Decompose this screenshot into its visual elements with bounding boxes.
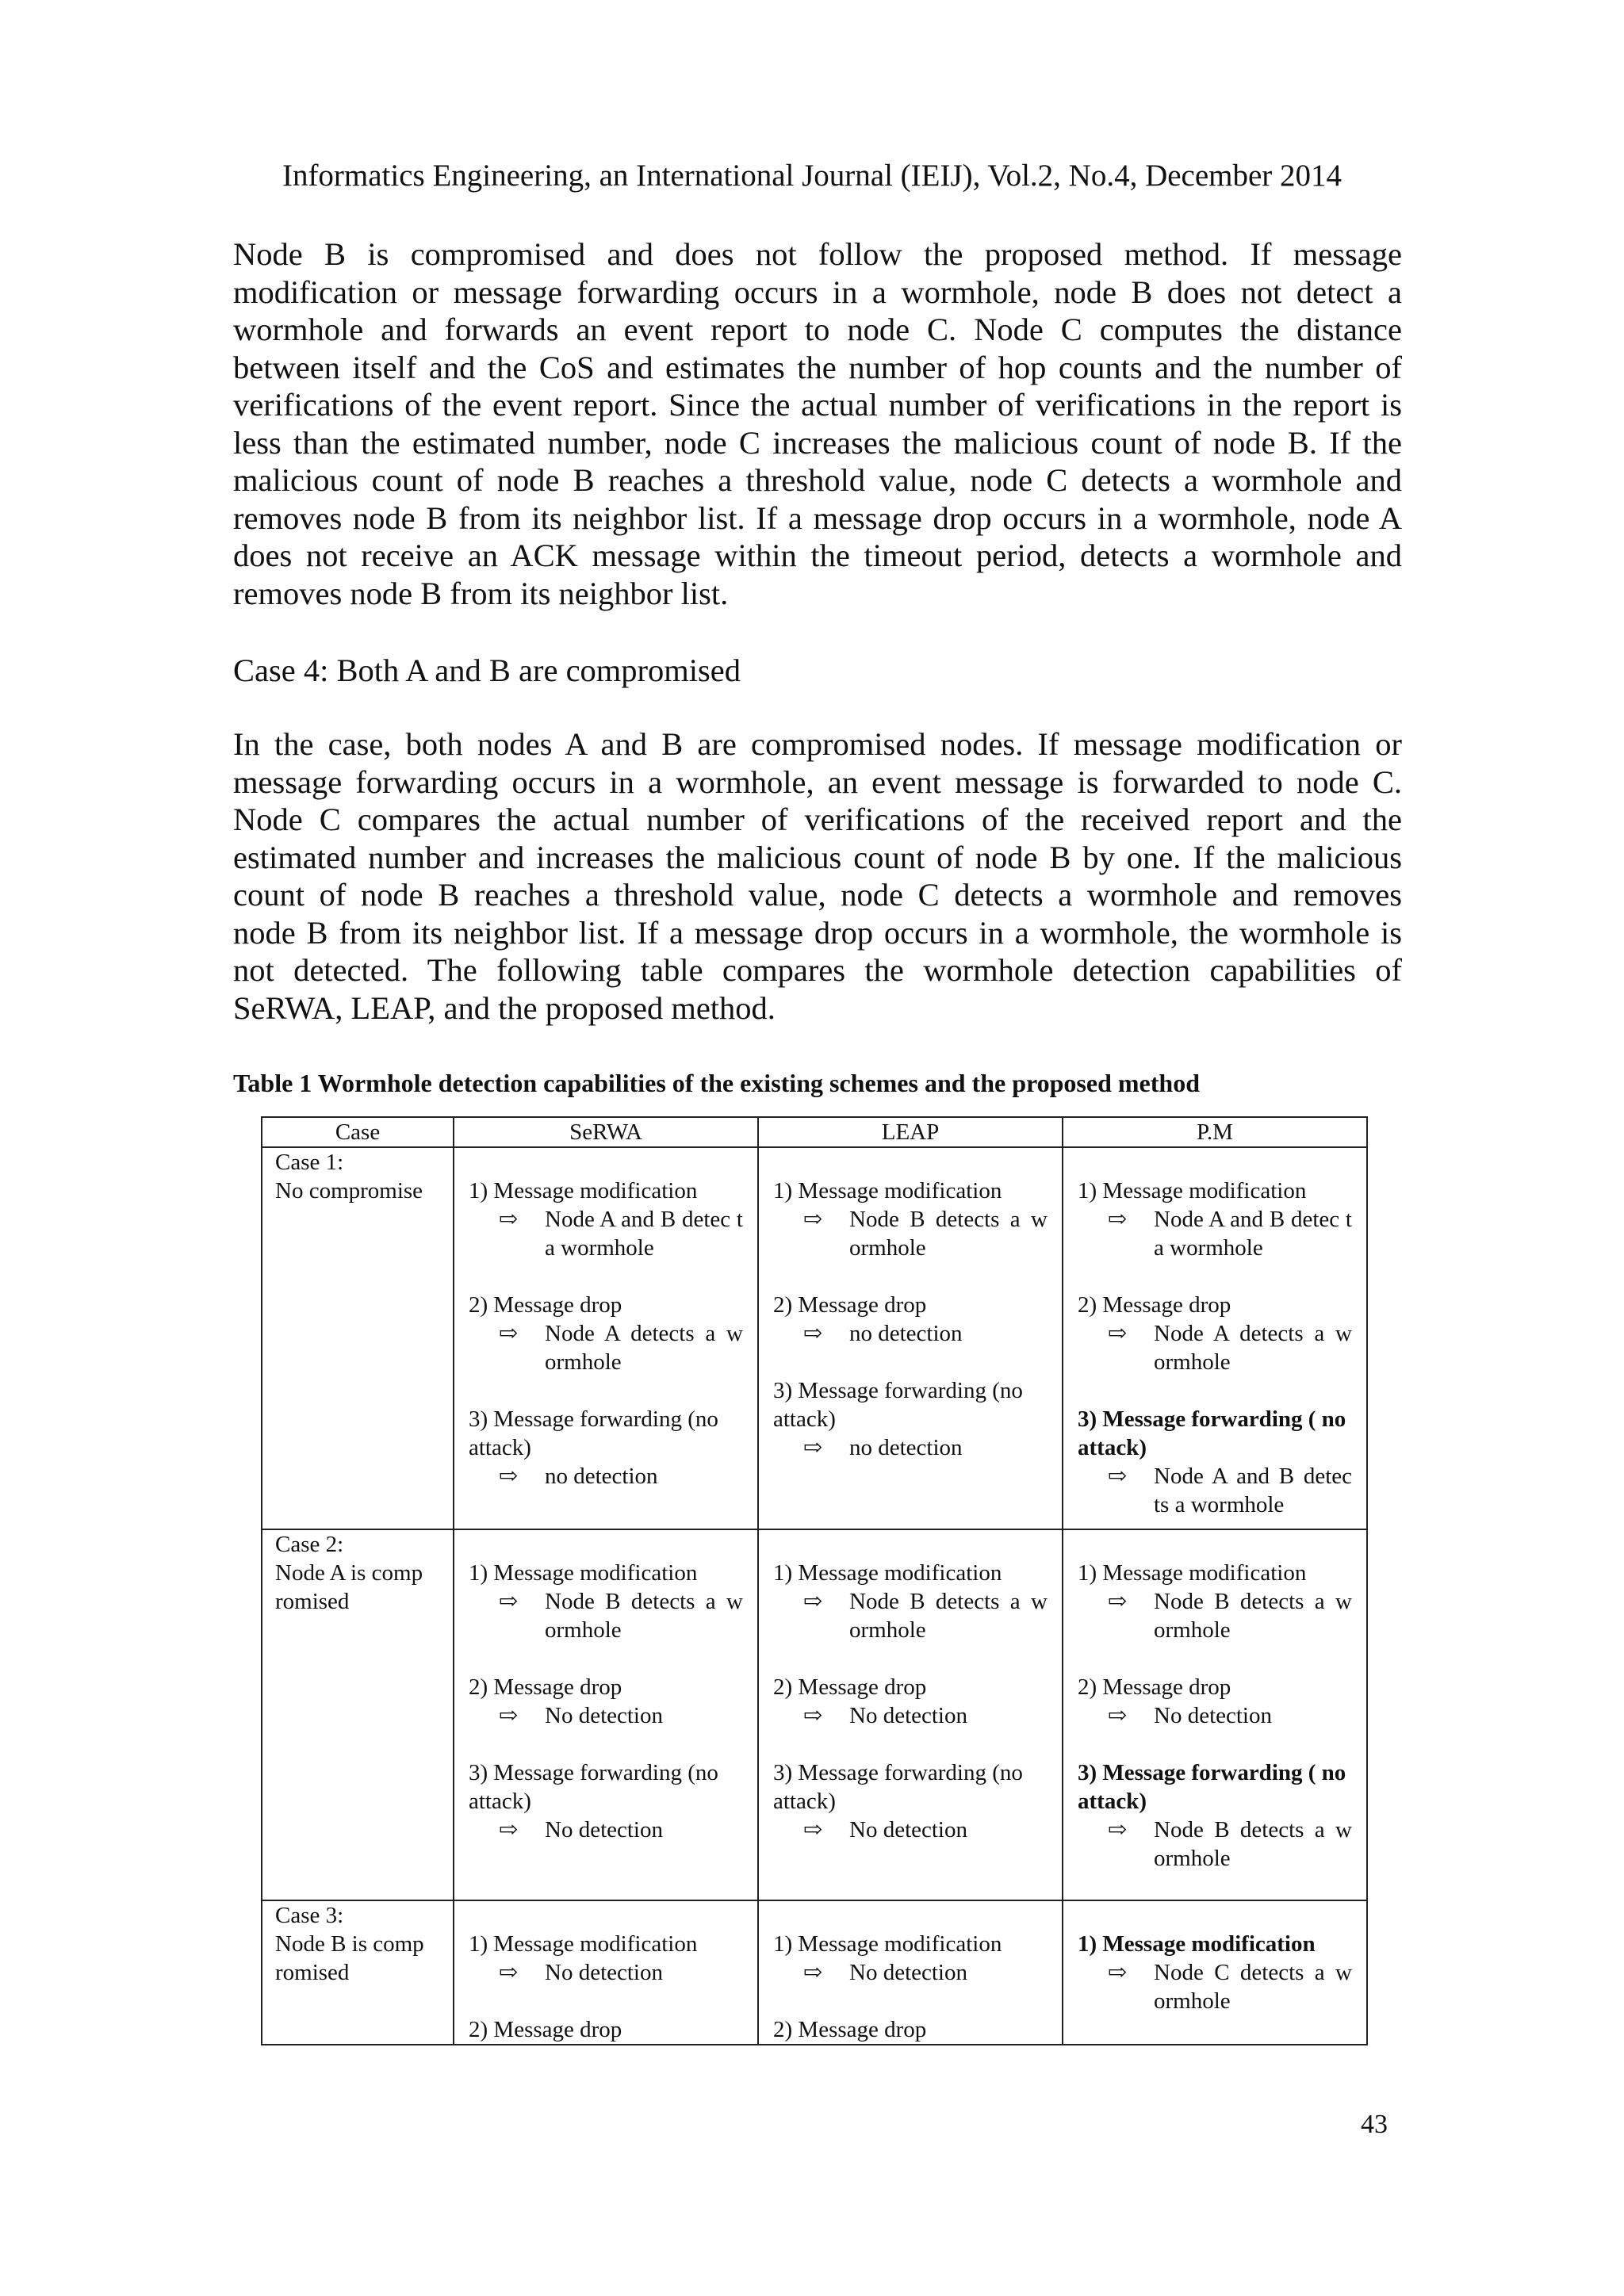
- item-result: No detection: [545, 1817, 663, 1843]
- result-item: [1078, 1673, 1352, 1730]
- pm-cell: [1063, 1147, 1367, 1529]
- text-line: message forwarding occurs in a wormhole, an event message is forwarded to node C.: [233, 763, 1402, 800]
- text-line: SeRWA, LEAP, and the proposed method.: [233, 989, 776, 1026]
- case4-heading: Case 4: Both A and B are compromised: [233, 652, 741, 688]
- item-result: Node A and B detec t a wormhole: [545, 1207, 743, 1261]
- result-item: [773, 1930, 1048, 1987]
- item-title: 3) Message forwarding ( no attack): [1078, 1406, 1346, 1460]
- result-item: [469, 1673, 743, 1730]
- arrow-right-icon: ⇨: [499, 1464, 519, 1489]
- item-title: 1) Message modification: [469, 1931, 698, 1957]
- result-item: [773, 1673, 1048, 1730]
- arrow-right-icon: ⇨: [803, 1960, 823, 1985]
- item-result: Node B detects a w ormhole: [1154, 1589, 1352, 1643]
- arrow-right-icon: ⇨: [1108, 1703, 1128, 1728]
- text-line: less than the estimated number, node C increases the malicious count of node B. If the: [233, 424, 1402, 461]
- text-line: count of node B reaches a threshold value, node C detects a wormhole and removes: [233, 877, 1402, 913]
- item-result: Node B detects a w ormhole: [849, 1207, 1048, 1261]
- result-item: [1078, 1177, 1352, 1262]
- item-title: 2) Message drop: [469, 2017, 622, 2042]
- case-label: Case 3:: [275, 1903, 344, 1928]
- item-title: 2) Message drop: [773, 1292, 927, 1318]
- case-label: Case 2:: [275, 1532, 344, 1557]
- item-result: No detection: [1154, 1703, 1272, 1728]
- result-item: [469, 1177, 743, 1262]
- result-item: [469, 1559, 743, 1644]
- item-title: 1) Message modification: [1078, 1178, 1307, 1203]
- item-result: no detection: [849, 1321, 963, 1346]
- arrow-right-icon: ⇨: [1108, 1207, 1128, 1232]
- result-item: [773, 1291, 1048, 1348]
- item-result: Node A detects a w ormhole: [545, 1321, 743, 1375]
- item-result: no detection: [849, 1435, 963, 1460]
- item-result: No detection: [545, 1703, 663, 1728]
- item-title: 2) Message drop: [773, 2017, 927, 2042]
- header-leap: LEAP: [758, 1117, 1063, 1147]
- item-title: 3) Message forwarding (no attack): [469, 1760, 718, 1814]
- header-case: Case: [262, 1117, 454, 1147]
- text-line: Node B is compromised and does not follow the proposed method. If message: [233, 236, 1402, 272]
- item-result: Node B detects a w ormhole: [849, 1589, 1048, 1643]
- arrow-right-icon: ⇨: [499, 1321, 519, 1346]
- text-line: malicious count of node B reaches a threshold value, node C detects a wormhole and: [233, 462, 1402, 498]
- result-item: [1078, 1758, 1352, 1873]
- result-item: [1078, 1405, 1352, 1519]
- text-line: removes node B from its neighbor list.: [233, 575, 729, 611]
- item-title: 2) Message drop: [1078, 1674, 1231, 1700]
- text-line: modification or message forwarding occurs in a wormhole, node B does not detect a: [233, 274, 1402, 310]
- item-title: 1) Message modification: [773, 1178, 1002, 1203]
- serwa-cell: [454, 1147, 758, 1529]
- result-item: [469, 2015, 743, 2044]
- table-header-row: [262, 1117, 1367, 1147]
- pm-cell: [1063, 1529, 1367, 1900]
- result-item: [469, 1405, 743, 1490]
- arrow-right-icon: ⇨: [1108, 1464, 1128, 1489]
- result-item: [1078, 1559, 1352, 1644]
- item-result: Node A and B detec ts a wormhole: [1154, 1464, 1352, 1517]
- arrow-right-icon: ⇨: [803, 1321, 823, 1346]
- header-serwa: SeRWA: [454, 1117, 758, 1147]
- serwa-cell: [454, 1529, 758, 1900]
- item-title: 3) Message forwarding ( no attack): [1078, 1760, 1346, 1814]
- item-title: 1) Message modification: [773, 1931, 1002, 1957]
- page-number: 43: [1361, 2110, 1388, 2139]
- running-header: Informatics Engineering, an International Journal (IEIJ), Vol.2, No.4, December 2014: [282, 159, 1342, 193]
- text-line: does not receive an ACK message within the timeout period, detects a wormhole and: [233, 538, 1402, 573]
- leap-cell: [758, 1529, 1063, 1900]
- item-result: Node C detects a w ormhole: [1154, 1960, 1352, 2014]
- item-title: 2) Message drop: [469, 1292, 622, 1318]
- item-title: 1) Message modification: [469, 1178, 698, 1203]
- table-row: [262, 1147, 1367, 1529]
- item-title: 2) Message drop: [1078, 1292, 1231, 1318]
- item-title: 3) Message forwarding (no attack): [773, 1378, 1023, 1432]
- item-title: 1) Message modification: [1078, 1931, 1316, 1957]
- arrow-right-icon: ⇨: [1108, 1321, 1128, 1346]
- arrow-right-icon: ⇨: [1108, 1817, 1128, 1843]
- result-item: [773, 1376, 1048, 1462]
- arrow-right-icon: ⇨: [803, 1435, 823, 1460]
- arrow-right-icon: ⇨: [499, 1817, 519, 1843]
- item-result: no detection: [545, 1464, 658, 1489]
- table-row: [262, 1529, 1367, 1900]
- item-result: Node A and B detec t a wormhole: [1154, 1207, 1352, 1261]
- result-item: [469, 1758, 743, 1844]
- text-line: not detected. The following table compares the wormhole detection capabilities of: [233, 952, 1402, 988]
- arrow-right-icon: ⇨: [499, 1703, 519, 1728]
- case-description: Node A is comp romised: [275, 1560, 423, 1614]
- result-item: [773, 1758, 1048, 1844]
- item-result: Node B detects a w ormhole: [1154, 1817, 1352, 1871]
- result-item: [773, 2015, 1048, 2044]
- text-line: node B from its neighbor list. If a message drop occurs in a wormhole, the wormhole is: [233, 914, 1402, 951]
- paragraph-both-compromised: [233, 725, 1402, 1027]
- text-line: In the case, both nodes A and B are compromised nodes. If message modification or: [233, 726, 1402, 762]
- leap-cell: [758, 1147, 1063, 1529]
- header-pm: P.M: [1063, 1117, 1367, 1147]
- result-item: [1078, 1930, 1352, 2015]
- text-line: wormhole and forwards an event report to node C. Node C computes the distance: [233, 312, 1402, 347]
- item-result: No detection: [849, 1703, 967, 1728]
- case-label: Case 1:: [275, 1150, 344, 1175]
- text-line: between itself and the CoS and estimates the number of hop counts and the number of: [233, 349, 1402, 385]
- case-cell: [262, 1529, 454, 1900]
- case-cell: [262, 1900, 454, 2045]
- item-result: Node A detects a w ormhole: [1154, 1321, 1352, 1375]
- table-row: [262, 1900, 1367, 2045]
- item-title: 3) Message forwarding (no attack): [469, 1406, 718, 1460]
- table-caption: Table 1 Wormhole detection capabilities of the existing schemes and the proposed method: [233, 1069, 1200, 1097]
- result-item: [469, 1930, 743, 1987]
- arrow-right-icon: ⇨: [1108, 1589, 1128, 1614]
- arrow-right-icon: ⇨: [803, 1703, 823, 1728]
- result-item: [773, 1559, 1048, 1644]
- text-line: Node C compares the actual number of verifications of the received report and the: [233, 802, 1402, 837]
- text-line: estimated number and increases the malicious count of node B by one. If the malicious: [233, 839, 1402, 875]
- text-line: removes node B from its neighbor list. If a message drop occurs in a wormhole, node A: [233, 499, 1402, 536]
- leap-cell: [758, 1900, 1063, 2045]
- item-result: No detection: [545, 1960, 663, 1985]
- case-description: Node B is comp romised: [275, 1931, 424, 1985]
- text-line: verifications of the event report. Since the actual number of verifications in the report is: [233, 387, 1402, 423]
- item-title: 1) Message modification: [1078, 1560, 1307, 1586]
- item-title: 2) Message drop: [469, 1674, 622, 1700]
- result-item: [773, 1177, 1048, 1262]
- result-item: [1078, 1291, 1352, 1376]
- item-title: 1) Message modification: [469, 1560, 698, 1586]
- detection-capabilities-table: [261, 1116, 1368, 2045]
- case-cell: [262, 1147, 454, 1529]
- item-result: No detection: [849, 1960, 967, 1985]
- item-result: No detection: [849, 1817, 967, 1843]
- item-title: 2) Message drop: [773, 1674, 927, 1700]
- arrow-right-icon: ⇨: [499, 1207, 519, 1232]
- serwa-cell: [454, 1900, 758, 2045]
- arrow-right-icon: ⇨: [1108, 1960, 1128, 1985]
- item-title: 1) Message modification: [773, 1560, 1002, 1586]
- paragraph-node-b-compromised: [233, 235, 1402, 612]
- pm-cell: [1063, 1900, 1367, 2045]
- arrow-right-icon: ⇨: [803, 1589, 823, 1614]
- item-title: 3) Message forwarding (no attack): [773, 1760, 1023, 1814]
- item-result: Node B detects a w ormhole: [545, 1589, 743, 1643]
- result-item: [469, 1291, 743, 1376]
- arrow-right-icon: ⇨: [499, 1589, 519, 1614]
- arrow-right-icon: ⇨: [499, 1960, 519, 1985]
- case-description: No compromise: [275, 1178, 423, 1203]
- arrow-right-icon: ⇨: [803, 1207, 823, 1232]
- arrow-right-icon: ⇨: [803, 1817, 823, 1843]
